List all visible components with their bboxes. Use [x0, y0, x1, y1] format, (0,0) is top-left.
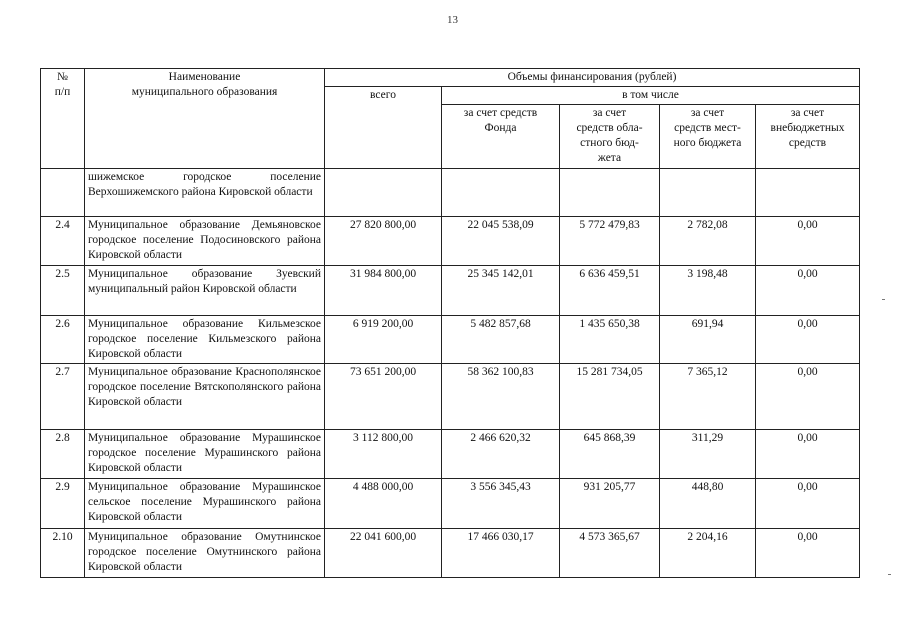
cell-extra: 0,00: [756, 479, 860, 529]
cell-total: 3 112 800,00: [325, 430, 442, 479]
table-header: [41, 69, 860, 169]
header-no: № п/п: [41, 69, 85, 169]
header-volumes: Объемы финансирования (рублей): [325, 69, 860, 87]
cell-total: 27 820 800,00: [325, 217, 442, 266]
cell-regional: 1 435 650,38: [560, 316, 660, 364]
scan-mark: [882, 299, 885, 300]
cell-no: 2.4: [41, 217, 85, 266]
cell-regional: 931 205,77: [560, 479, 660, 529]
cell-fund: 22 045 538,09: [442, 217, 560, 266]
cell-name: Муниципальное образование Омутнинское городское поселение Омутнинского района Кировской области: [85, 529, 325, 578]
cell-extra: 0,00: [756, 217, 860, 266]
page-number: 13: [447, 14, 458, 26]
cell-fund: 5 482 857,68: [442, 316, 560, 364]
header-fund: за счет средств Фонда: [442, 105, 560, 169]
header-total: всего: [325, 87, 442, 169]
cell-no: 2.6: [41, 316, 85, 364]
cell-extra: 0,00: [756, 364, 860, 430]
cell-regional: 5 772 479,83: [560, 217, 660, 266]
cell-fund: 17 466 030,17: [442, 529, 560, 578]
header-extra: за счет внебюджетных средств: [756, 105, 860, 169]
cell-extra: 0,00: [756, 529, 860, 578]
cell-regional: 4 573 365,67: [560, 529, 660, 578]
cell-name: Муниципальное образование Демьяновское городское поселение Подосиновского района Кировской области: [85, 217, 325, 266]
cell-total: 73 651 200,00: [325, 364, 442, 430]
scan-mark: [888, 574, 891, 575]
table-row: [41, 316, 860, 364]
cell-regional: [560, 169, 660, 217]
cell-fund: [442, 169, 560, 217]
cell-local: 311,29: [660, 430, 756, 479]
cell-regional: 6 636 459,51: [560, 266, 660, 316]
cell-local: 3 198,48: [660, 266, 756, 316]
cell-extra: 0,00: [756, 316, 860, 364]
table-row: [41, 430, 860, 479]
header-including: в том числе: [442, 87, 860, 105]
header-regional: за счет средств обла- стного бюд- жета: [560, 105, 660, 169]
table-row: [41, 217, 860, 266]
cell-name: Муниципальное образование Мурашинское сельское поселение Мурашинского района Кировской области: [85, 479, 325, 529]
cell-local: 2 782,08: [660, 217, 756, 266]
cell-no: 2.9: [41, 479, 85, 529]
cell-no: 2.7: [41, 364, 85, 430]
cell-extra: 0,00: [756, 430, 860, 479]
cell-no: 2.8: [41, 430, 85, 479]
cell-extra: [756, 169, 860, 217]
cell-fund: 25 345 142,01: [442, 266, 560, 316]
cell-name: Муниципальное образование Краснополянское городское поселение Вятскополянского района Кировской области: [85, 364, 325, 430]
cell-local: 2 204,16: [660, 529, 756, 578]
cell-name: Муниципальное образование Зуевский муниципальный район Кировской области: [85, 266, 325, 316]
cell-no: 2.10: [41, 529, 85, 578]
cell-local: 691,94: [660, 316, 756, 364]
header-name: Наименование муниципального образования: [85, 69, 325, 169]
cell-regional: 645 868,39: [560, 430, 660, 479]
table-row: [41, 364, 860, 430]
table-row: [41, 529, 860, 578]
cell-fund: 3 556 345,43: [442, 479, 560, 529]
cell-name: Муниципальное образование Мурашинское городское поселение Мурашинского района Кировской области: [85, 430, 325, 479]
cell-no: 2.5: [41, 266, 85, 316]
table-row: [41, 169, 860, 217]
cell-name: Муниципальное образование Кильмезское городское поселение Кильмезского района Кировской области: [85, 316, 325, 364]
cell-total: 31 984 800,00: [325, 266, 442, 316]
header-local: за счет средств мест- ного бюджета: [660, 105, 756, 169]
cell-total: 6 919 200,00: [325, 316, 442, 364]
financing-table: [40, 68, 860, 578]
cell-name: шижемское городское поселение Верхошижемского района Кировской области: [85, 169, 325, 217]
cell-total: [325, 169, 442, 217]
cell-local: 448,80: [660, 479, 756, 529]
table-body: [41, 169, 860, 578]
table-row: [41, 266, 860, 316]
cell-fund: 2 466 620,32: [442, 430, 560, 479]
cell-extra: 0,00: [756, 266, 860, 316]
cell-regional: 15 281 734,05: [560, 364, 660, 430]
cell-no: [41, 169, 85, 217]
cell-local: [660, 169, 756, 217]
table-row: [41, 479, 860, 529]
cell-fund: 58 362 100,83: [442, 364, 560, 430]
cell-local: 7 365,12: [660, 364, 756, 430]
cell-total: 4 488 000,00: [325, 479, 442, 529]
cell-total: 22 041 600,00: [325, 529, 442, 578]
